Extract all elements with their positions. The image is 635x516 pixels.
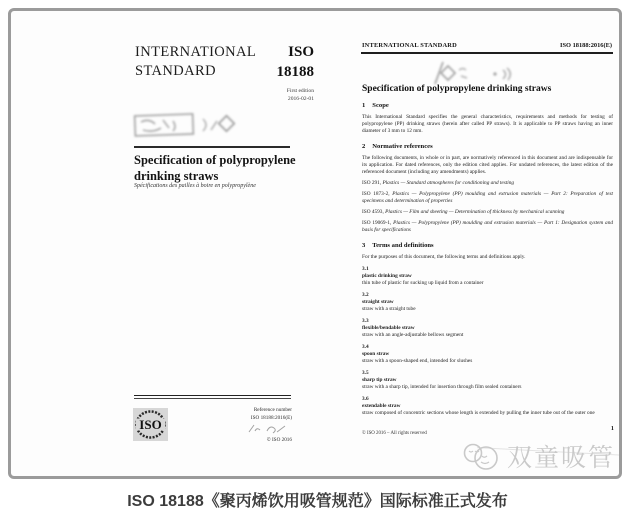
page-number: 1 xyxy=(610,425,614,432)
section-heading-scope: 1 Scope xyxy=(362,102,389,109)
handwriting-mark xyxy=(247,423,289,435)
cover-copyright: © ISO 2016 xyxy=(266,437,292,443)
svg-text:ISO: ISO xyxy=(139,417,162,432)
reference-item: ISO 291, Plastics — Standard atmospheres for conditioning and testing xyxy=(362,179,515,186)
standard-number: ISO 18188 xyxy=(276,44,314,80)
reference-item: ISO 4593, Plastics — Film and sheeting — Determination of thickness by mechanical scanning xyxy=(362,208,565,215)
reference-item: ISO 1873-2, Plastics — Polypropylene (PP) moulding and extrusion materials — Part 2: Preparation of test specimens and determination of properties xyxy=(362,190,614,204)
page-footer-copyright: © ISO 2016 – All rights reserved xyxy=(362,431,427,436)
page-title: Specification of polypropylene drinking straws xyxy=(362,84,552,94)
term-definition: 3.6 extendable straw straw composed of concentric sections whose length is extended by pulling the inner tube out of the outer one xyxy=(362,396,595,417)
brand-watermark xyxy=(461,438,615,474)
twin-children-logo-icon xyxy=(461,438,503,474)
cover-masthead xyxy=(135,43,256,81)
normative-references-paragraph: The following documents, in whole or in part, are normatively referenced in this document and are indispensable for its application. For dated references, only the edition cited applies. For undated references, the latest edition of the referenced document (including any amendments) applies. xyxy=(362,154,613,175)
reference-number-block: Reference number ISO 18188:2016(E) xyxy=(250,407,292,421)
masthead-line1: INTERNATIONAL xyxy=(135,44,257,60)
term-definition: 3.2 straight straw straw with a straight tube xyxy=(362,291,416,312)
cover-title: Specification of polypropylene drinking straws xyxy=(134,153,296,183)
section-heading-normative-references: 2 Normative references xyxy=(362,142,433,150)
page-header-rule xyxy=(361,52,613,54)
watermark-text: 双童吸管 xyxy=(506,444,615,472)
edition-info: First edition 2016-02-01 xyxy=(286,88,314,103)
reference-item: ISO 19069-1, Plastics — Polypropylene (PP) moulding and extrusion materials — Part 1: Designation system and basis for specifications xyxy=(362,219,613,233)
term-definition: 3.1 plastic drinking straw thin tube of plastic for sucking up liquid from a container xyxy=(362,265,484,286)
page-header-left: INTERNATIONAL STANDARD xyxy=(362,42,457,49)
iso-logo xyxy=(133,408,168,441)
page-body xyxy=(362,102,613,417)
cover-rule xyxy=(134,146,290,148)
page-header-right: ISO 18188:2016(E) xyxy=(559,42,612,49)
cover-subtitle-french: Spécifications des pailles à boire en polypropylène xyxy=(134,183,256,189)
section-heading-terms: 3 Terms and definitions xyxy=(362,241,434,249)
customs-stamp-mark xyxy=(133,110,237,140)
term-definition: 3.4 spoon straw straw with a spoon-shaped end, intended for slushes xyxy=(362,343,473,365)
term-definition: 3.5 sharp tip straw straw with a sharp tip, intended for insertion through film sealed containers xyxy=(362,370,522,391)
term-definition: 3.3 flexible/bendable straw straw with an angle-adjustable bellows segment xyxy=(362,317,464,338)
article-caption: ISO 18188《聚丙烯饮用吸管规范》国际标准正式发布 xyxy=(127,493,508,510)
cover-bottom-rule xyxy=(134,395,291,399)
terms-intro-paragraph: For the purposes of this document, the following terms and definitions apply. xyxy=(362,253,526,260)
document-photo xyxy=(8,8,622,479)
scope-paragraph: This International Standard specifies the general characteristics, requirements and methods for testing of polypropylene (PP) drinking straws (herein after called PP straws). It is applicable to PP straws having an inner diameter of 3 mm to 12 mm. xyxy=(362,113,613,134)
masthead-line2: STANDARD xyxy=(135,62,216,79)
